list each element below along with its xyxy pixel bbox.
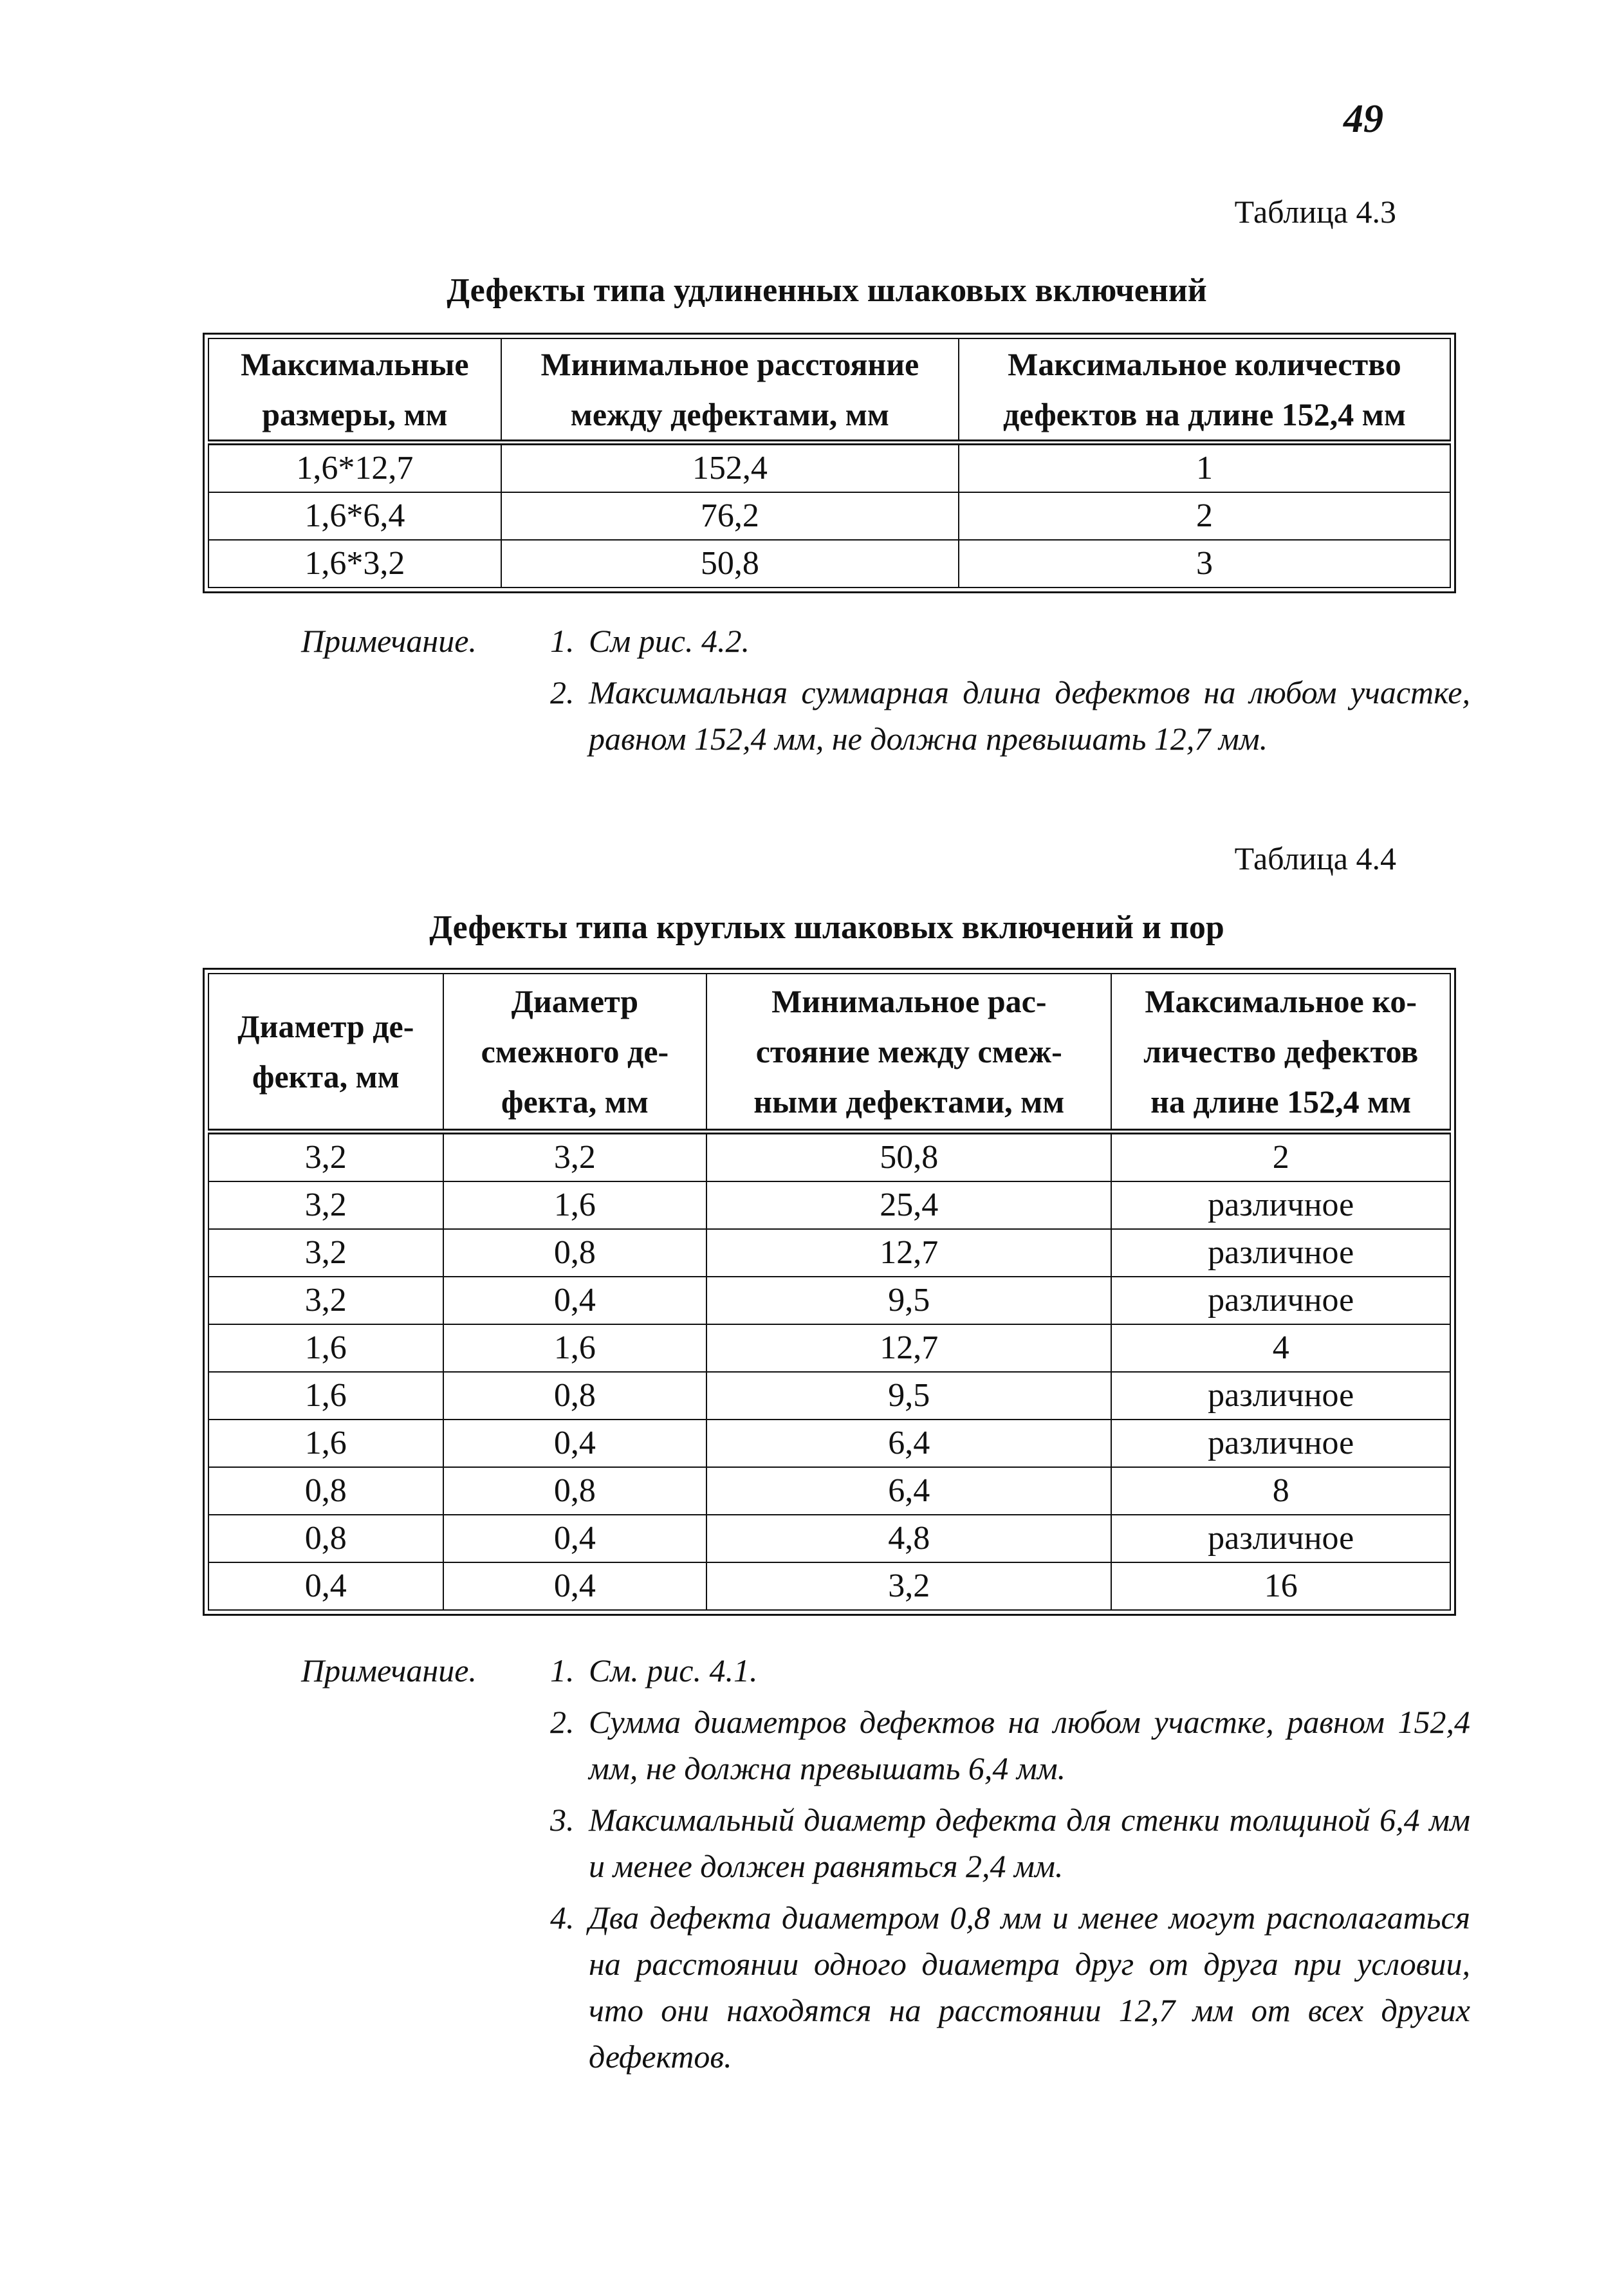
- table-cell: 1,6: [208, 1372, 443, 1420]
- table-cell: 0,4: [208, 1562, 443, 1610]
- note-item: 1. См. рис. 4.1.: [550, 1652, 758, 1688]
- table-cell: 0,8: [443, 1229, 707, 1277]
- table-cell: 1: [959, 443, 1450, 493]
- table-4-4-header: Диаметр смежного де- фекта, мм: [443, 974, 707, 1131]
- table-cell: 4,8: [706, 1515, 1111, 1562]
- table-row: [208, 1277, 1450, 1324]
- table-cell: различное: [1111, 1277, 1450, 1324]
- table-4-3-note-label: Примечание.: [301, 623, 477, 659]
- page-number: 49: [1343, 97, 1383, 141]
- table-cell: различное: [1111, 1420, 1450, 1467]
- table-cell: 3,2: [208, 1181, 443, 1229]
- table-row: [208, 1467, 1450, 1515]
- table-row: [208, 443, 1450, 493]
- table-4-3-label: Таблица 4.3: [1234, 194, 1396, 230]
- table-cell: 3,2: [208, 1277, 443, 1324]
- table-row: [208, 1562, 1450, 1610]
- table-cell: 0,8: [443, 1467, 707, 1515]
- table-row: [208, 1229, 1450, 1277]
- table-cell: 1,6*6,4: [208, 492, 501, 540]
- table-4-3-title: Дефекты типа удлиненных шлаковых включений: [447, 272, 1207, 309]
- table-4-4: [208, 973, 1451, 1611]
- table-cell: 1,6*3,2: [208, 540, 501, 588]
- table-cell: 3,2: [208, 1131, 443, 1181]
- table-cell: 6,4: [706, 1420, 1111, 1467]
- table-cell: 9,5: [706, 1277, 1111, 1324]
- table-4-4-header: Диаметр де- фекта, мм: [208, 974, 443, 1131]
- table-cell: 50,8: [501, 540, 959, 588]
- table-4-4-header: Максимальное ко- личество дефектов на длине 152,4 мм: [1111, 974, 1450, 1131]
- table-cell: 9,5: [706, 1372, 1111, 1420]
- table-4-4-note-label: Примечание.: [301, 1652, 477, 1688]
- table-cell: 3,2: [208, 1229, 443, 1277]
- table-cell: 3: [959, 540, 1450, 588]
- table-cell: различное: [1111, 1181, 1450, 1229]
- table-cell: 1,6*12,7: [208, 443, 501, 493]
- table-cell: 1,6: [208, 1324, 443, 1372]
- table-cell: 12,7: [706, 1324, 1111, 1372]
- table-cell: 0,4: [443, 1277, 707, 1324]
- table-cell: 76,2: [501, 492, 959, 540]
- table-cell: 16: [1111, 1562, 1450, 1610]
- table-cell: 12,7: [706, 1229, 1111, 1277]
- table-4-3: [208, 338, 1451, 588]
- table-cell: различное: [1111, 1515, 1450, 1562]
- table-cell: 0,4: [443, 1515, 707, 1562]
- table-cell: 0,4: [443, 1562, 707, 1610]
- table-row: [208, 1372, 1450, 1420]
- table-cell: 6,4: [706, 1467, 1111, 1515]
- table-cell: 3,2: [443, 1131, 707, 1181]
- table-cell: 50,8: [706, 1131, 1111, 1181]
- table-4-3-header: Минимальное расстояние между дефектами, мм: [501, 338, 959, 443]
- table-cell: 4: [1111, 1324, 1450, 1372]
- table-cell: 0,8: [208, 1467, 443, 1515]
- table-4-3-notes: [550, 618, 1470, 767]
- note-item: 1. См рис. 4.2.: [550, 623, 750, 659]
- table-4-4-title: Дефекты типа круглых шлаковых включений и пор: [429, 909, 1224, 946]
- table-cell: различное: [1111, 1372, 1450, 1420]
- table-4-4-notes: [550, 1647, 1470, 2085]
- table-4-3-header: Максимальное количество дефектов на длине 152,4 мм: [959, 338, 1450, 443]
- table-row: [208, 492, 1450, 540]
- table-cell: 0,8: [208, 1515, 443, 1562]
- table-4-4-label: Таблица 4.4: [1234, 840, 1396, 876]
- table-row: [208, 540, 1450, 588]
- table-cell: 2: [959, 492, 1450, 540]
- table-row: [208, 1181, 1450, 1229]
- table-cell: 152,4: [501, 443, 959, 493]
- table-cell: 8: [1111, 1467, 1450, 1515]
- note-item: 4. Два дефекта диаметром 0,8 мм и менее могут располагаться на расстоянии одного диаметра друг от друга при условии, что они находятся на расстоянии 12,7 мм от всех других дефектов.: [550, 1900, 1470, 2075]
- table-cell: 25,4: [706, 1181, 1111, 1229]
- note-item: 2. Максимальная суммарная длина дефектов на любом участке, равном 152,4 мм, не должна превышать 12,7 мм.: [550, 674, 1470, 757]
- table-row: [208, 1324, 1450, 1372]
- table-cell: различное: [1111, 1229, 1450, 1277]
- table-cell: 2: [1111, 1131, 1450, 1181]
- table-cell: 0,4: [443, 1420, 707, 1467]
- table-4-3-header: Максимальные размеры, мм: [208, 338, 501, 443]
- table-cell: 1,6: [443, 1181, 707, 1229]
- note-item: 3. Максимальный диаметр дефекта для стенки толщиной 6,4 мм и менее должен равняться 2,4 мм.: [550, 1802, 1470, 1884]
- note-item: 2. Сумма диаметров дефектов на любом участке, равном 152,4 мм, не должна превышать 6,4 мм.: [550, 1704, 1470, 1786]
- table-4-4-header: Минимальное рас- стояние между смеж- ными дефектами, мм: [706, 974, 1111, 1131]
- table-cell: 3,2: [706, 1562, 1111, 1610]
- table-row: [208, 1420, 1450, 1467]
- table-cell: 1,6: [208, 1420, 443, 1467]
- table-row: [208, 1131, 1450, 1181]
- table-cell: 0,8: [443, 1372, 707, 1420]
- table-cell: 1,6: [443, 1324, 707, 1372]
- table-row: [208, 1515, 1450, 1562]
